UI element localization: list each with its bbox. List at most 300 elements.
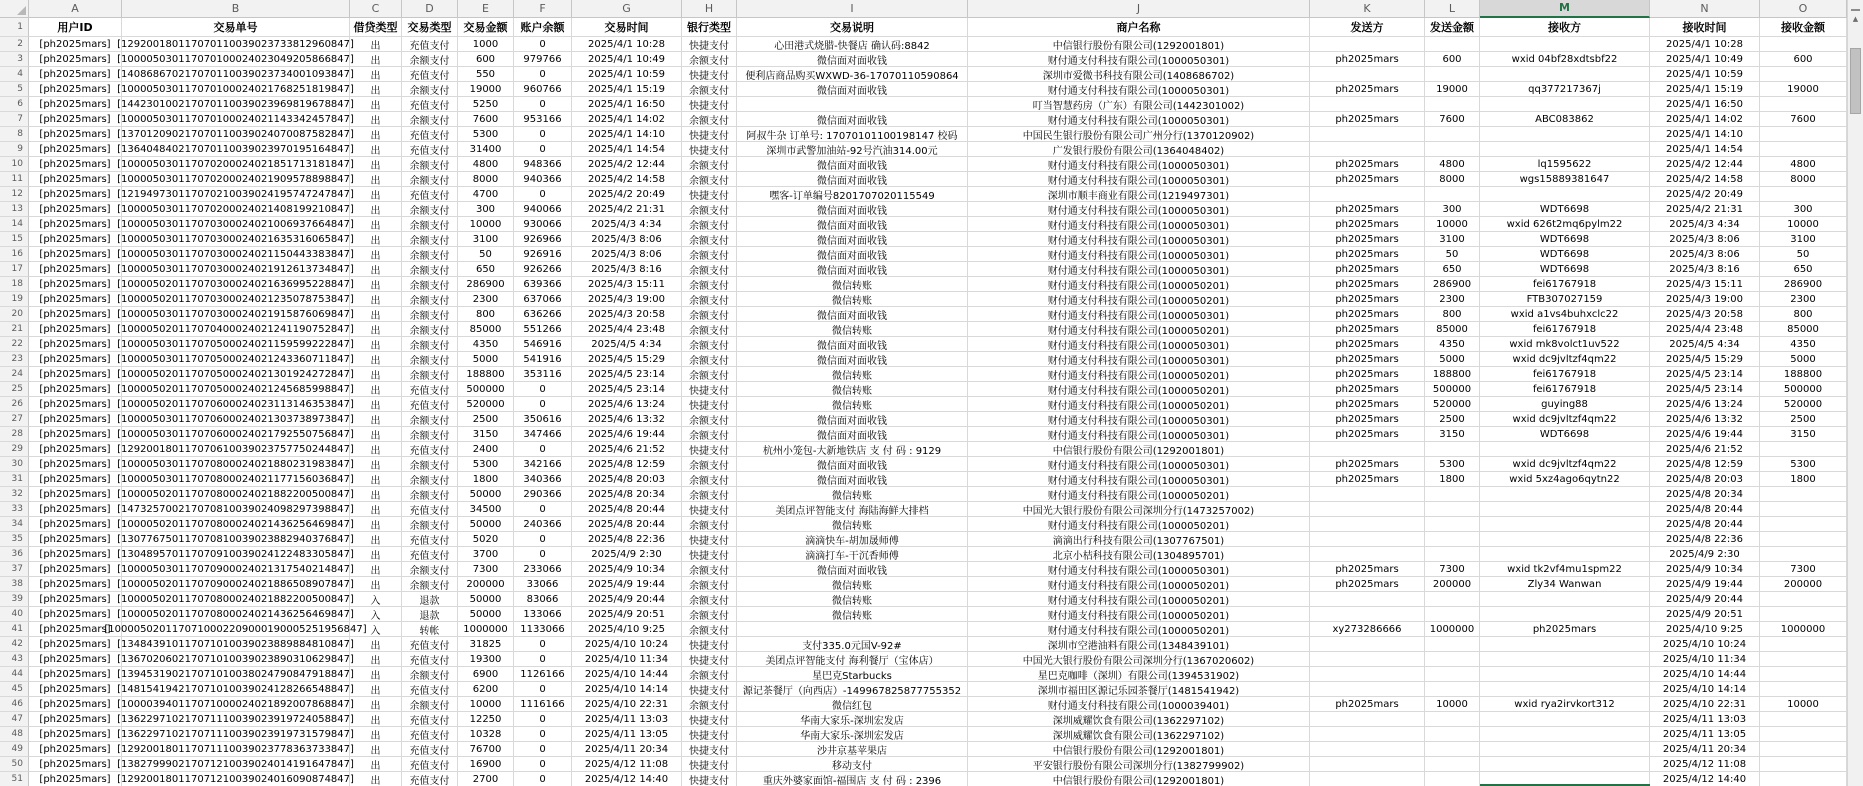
cell-E21[interactable]: 85000 xyxy=(458,322,514,337)
cell-C20[interactable]: 出 xyxy=(350,307,402,322)
column-letter-H[interactable]: H xyxy=(682,0,737,18)
row-number-27[interactable]: 27 xyxy=(0,412,29,427)
cell-C27[interactable]: 出 xyxy=(350,412,402,427)
cell-O35[interactable] xyxy=(1760,532,1847,547)
cell-H18[interactable]: 余额支付 xyxy=(682,277,737,292)
cell-L16[interactable]: 50 xyxy=(1425,247,1480,262)
cell-D8[interactable]: 充值支付 xyxy=(402,127,458,142)
cell-J23[interactable]: 财付通支付科技有限公司(1000050301) xyxy=(968,352,1310,367)
cell-B9[interactable]: [136404840217070110039023970195164847] xyxy=(122,142,350,157)
row-number-14[interactable]: 14 xyxy=(0,217,29,232)
cell-O26[interactable]: 520000 xyxy=(1760,397,1847,412)
cell-I20[interactable]: 微信面对面收钱 xyxy=(737,307,968,322)
cell-I2[interactable]: 心田港式烧腊-快餐店 确认码:8842 xyxy=(737,37,968,52)
cell-L3[interactable]: 600 xyxy=(1425,52,1480,67)
row-number-12[interactable]: 12 xyxy=(0,187,29,202)
cell-G32[interactable]: 2025/4/8 20:34 xyxy=(572,487,682,502)
cell-C28[interactable]: 出 xyxy=(350,427,402,442)
cell-O19[interactable]: 2300 xyxy=(1760,292,1847,307)
cell-D14[interactable]: 余额支付 xyxy=(402,217,458,232)
cell-K12[interactable] xyxy=(1310,187,1425,202)
cell-L44[interactable] xyxy=(1425,667,1480,682)
cell-C37[interactable]: 出 xyxy=(350,562,402,577)
cell-K51[interactable] xyxy=(1310,772,1425,786)
cell-A39[interactable]: [ph2025mars] xyxy=(29,592,122,607)
cell-M1[interactable]: 接收方 xyxy=(1480,18,1650,37)
cell-C15[interactable]: 出 xyxy=(350,232,402,247)
cell-I12[interactable]: 嘿客-订单编号8201707020115549 xyxy=(737,187,968,202)
cell-G48[interactable]: 2025/4/11 13:05 xyxy=(572,727,682,742)
cell-E24[interactable]: 188800 xyxy=(458,367,514,382)
cell-I51[interactable]: 重庆外婆家面馆-福围店 支 付 码 : 2396 xyxy=(737,772,968,786)
cell-I35[interactable]: 滴滴快车-胡加晟师傅 xyxy=(737,532,968,547)
cell-I10[interactable]: 微信面对面收钱 xyxy=(737,157,968,172)
cell-M46[interactable]: wxid rya2irvkort312 xyxy=(1480,697,1650,712)
cell-D11[interactable]: 余额支付 xyxy=(402,172,458,187)
cell-N14[interactable]: 2025/4/3 4:34 xyxy=(1650,217,1760,232)
cell-D25[interactable]: 充值支付 xyxy=(402,382,458,397)
cell-B37[interactable]: [100005030117070900024021317540214847] xyxy=(122,562,350,577)
cell-E50[interactable]: 16900 xyxy=(458,757,514,772)
cell-H48[interactable]: 快捷支付 xyxy=(682,727,737,742)
cell-H21[interactable]: 余额支付 xyxy=(682,322,737,337)
row-number-37[interactable]: 37 xyxy=(0,562,29,577)
cell-N7[interactable]: 2025/4/1 14:02 xyxy=(1650,112,1760,127)
cell-N28[interactable]: 2025/4/6 19:44 xyxy=(1650,427,1760,442)
cell-H41[interactable]: 余额支付 xyxy=(682,622,737,637)
row-number-20[interactable]: 20 xyxy=(0,307,29,322)
row-number-25[interactable]: 25 xyxy=(0,382,29,397)
cell-O51[interactable] xyxy=(1760,772,1847,786)
cell-G2[interactable]: 2025/4/1 10:28 xyxy=(572,37,682,52)
row-number-23[interactable]: 23 xyxy=(0,352,29,367)
cell-O22[interactable]: 4350 xyxy=(1760,337,1847,352)
row-number-2[interactable]: 2 xyxy=(0,37,29,52)
cell-A2[interactable]: [ph2025mars] xyxy=(29,37,122,52)
cell-E3[interactable]: 600 xyxy=(458,52,514,67)
cell-J15[interactable]: 财付通支付科技有限公司(1000050301) xyxy=(968,232,1310,247)
cell-L29[interactable] xyxy=(1425,442,1480,457)
cell-D4[interactable]: 充值支付 xyxy=(402,67,458,82)
cell-F17[interactable]: 926266 xyxy=(514,262,572,277)
cell-F18[interactable]: 639366 xyxy=(514,277,572,292)
cell-E40[interactable]: 50000 xyxy=(458,607,514,622)
cell-H29[interactable]: 快捷支付 xyxy=(682,442,737,457)
cell-N32[interactable]: 2025/4/8 20:34 xyxy=(1650,487,1760,502)
cell-O42[interactable] xyxy=(1760,637,1847,652)
cell-F2[interactable]: 0 xyxy=(514,37,572,52)
cell-E45[interactable]: 6200 xyxy=(458,682,514,697)
cell-N23[interactable]: 2025/4/5 15:29 xyxy=(1650,352,1760,367)
row-number-50[interactable]: 50 xyxy=(0,757,29,772)
cell-M24[interactable]: fei61767918 xyxy=(1480,367,1650,382)
cell-J33[interactable]: 中国光大银行股份有限公司深圳分行(1473257002) xyxy=(968,502,1310,517)
row-number-10[interactable]: 10 xyxy=(0,157,29,172)
cell-E14[interactable]: 10000 xyxy=(458,217,514,232)
cell-C26[interactable]: 出 xyxy=(350,397,402,412)
cell-H30[interactable]: 余额支付 xyxy=(682,457,737,472)
cell-G12[interactable]: 2025/4/2 20:49 xyxy=(572,187,682,202)
cell-O31[interactable]: 1800 xyxy=(1760,472,1847,487)
cell-G30[interactable]: 2025/4/8 12:59 xyxy=(572,457,682,472)
cell-C44[interactable]: 出 xyxy=(350,667,402,682)
cell-J51[interactable]: 中信银行股份有限公司(1292001801) xyxy=(968,772,1310,786)
cell-M3[interactable]: wxid 04bf28xdtsbf22 xyxy=(1480,52,1650,67)
cell-I11[interactable]: 微信面对面收钱 xyxy=(737,172,968,187)
cell-J3[interactable]: 财付通支付科技有限公司(1000050301) xyxy=(968,52,1310,67)
cell-B31[interactable]: [100005030117070800024021177156036847] xyxy=(122,472,350,487)
cell-K21[interactable]: ph2025mars xyxy=(1310,322,1425,337)
cell-A12[interactable]: [ph2025mars] xyxy=(29,187,122,202)
row-number-44[interactable]: 44 xyxy=(0,667,29,682)
cell-N36[interactable]: 2025/4/9 2:30 xyxy=(1650,547,1760,562)
column-letter-I[interactable]: I xyxy=(737,0,968,18)
column-letter-O[interactable]: O xyxy=(1760,0,1847,18)
cell-I6[interactable] xyxy=(737,97,968,112)
cell-G40[interactable]: 2025/4/9 20:51 xyxy=(572,607,682,622)
cell-F48[interactable]: 0 xyxy=(514,727,572,742)
cell-O15[interactable]: 3100 xyxy=(1760,232,1847,247)
cell-D44[interactable]: 余额支付 xyxy=(402,667,458,682)
cell-G24[interactable]: 2025/4/5 23:14 xyxy=(572,367,682,382)
cell-N26[interactable]: 2025/4/6 13:24 xyxy=(1650,397,1760,412)
cell-B4[interactable]: [140868670217070110039023734001093847] xyxy=(122,67,350,82)
cell-M4[interactable] xyxy=(1480,67,1650,82)
cell-K40[interactable] xyxy=(1310,607,1425,622)
cell-F28[interactable]: 347466 xyxy=(514,427,572,442)
cell-G41[interactable]: 2025/4/10 9:25 xyxy=(572,622,682,637)
cell-I29[interactable]: 杭州小笼包-大新地铁店 支 付 码 : 9129 xyxy=(737,442,968,457)
cell-D42[interactable]: 充值支付 xyxy=(402,637,458,652)
row-number-1[interactable]: 1 xyxy=(0,18,29,37)
cell-F9[interactable]: 0 xyxy=(514,142,572,157)
cell-G13[interactable]: 2025/4/2 21:31 xyxy=(572,202,682,217)
cell-H38[interactable]: 余额支付 xyxy=(682,577,737,592)
cell-J26[interactable]: 财付通支付科技有限公司(1000050201) xyxy=(968,397,1310,412)
cell-F4[interactable]: 0 xyxy=(514,67,572,82)
cell-M20[interactable]: wxid a1vs4buhxclc22 xyxy=(1480,307,1650,322)
cell-B38[interactable]: [100005020117070900024021886508907847] xyxy=(122,577,350,592)
cell-O33[interactable] xyxy=(1760,502,1847,517)
cell-F41[interactable]: 1133066 xyxy=(514,622,572,637)
cell-A10[interactable]: [ph2025mars] xyxy=(29,157,122,172)
cell-G39[interactable]: 2025/4/9 20:44 xyxy=(572,592,682,607)
cell-M42[interactable] xyxy=(1480,637,1650,652)
cell-C34[interactable]: 出 xyxy=(350,517,402,532)
cell-D36[interactable]: 充值支付 xyxy=(402,547,458,562)
row-number-47[interactable]: 47 xyxy=(0,712,29,727)
cell-J28[interactable]: 财付通支付科技有限公司(1000050301) xyxy=(968,427,1310,442)
cell-A27[interactable]: [ph2025mars] xyxy=(29,412,122,427)
cell-C49[interactable]: 出 xyxy=(350,742,402,757)
cell-G47[interactable]: 2025/4/11 13:03 xyxy=(572,712,682,727)
cell-I3[interactable]: 微信面对面收钱 xyxy=(737,52,968,67)
cell-B30[interactable]: [100005030117070800024021880231983847] xyxy=(122,457,350,472)
cell-D31[interactable]: 余额支付 xyxy=(402,472,458,487)
cell-E28[interactable]: 3150 xyxy=(458,427,514,442)
cell-K20[interactable]: ph2025mars xyxy=(1310,307,1425,322)
cell-B26[interactable]: [100005020117070600024023113146353847] xyxy=(122,397,350,412)
row-number-22[interactable]: 22 xyxy=(0,337,29,352)
cell-O27[interactable]: 2500 xyxy=(1760,412,1847,427)
cell-E38[interactable]: 200000 xyxy=(458,577,514,592)
cell-J37[interactable]: 财付通支付科技有限公司(1000050301) xyxy=(968,562,1310,577)
cell-K41[interactable]: xy273286666 xyxy=(1310,622,1425,637)
cell-F26[interactable]: 0 xyxy=(514,397,572,412)
cell-A14[interactable]: [ph2025mars] xyxy=(29,217,122,232)
row-number-45[interactable]: 45 xyxy=(0,682,29,697)
cell-D28[interactable]: 余额支付 xyxy=(402,427,458,442)
cell-I19[interactable]: 微信转账 xyxy=(737,292,968,307)
cell-A41[interactable]: [ph2025mars] xyxy=(29,622,122,637)
cell-C38[interactable]: 出 xyxy=(350,577,402,592)
cell-E39[interactable]: 50000 xyxy=(458,592,514,607)
cell-A31[interactable]: [ph2025mars] xyxy=(29,472,122,487)
cell-J21[interactable]: 财付通支付科技有限公司(1000050201) xyxy=(968,322,1310,337)
cell-F21[interactable]: 551266 xyxy=(514,322,572,337)
cell-K10[interactable]: ph2025mars xyxy=(1310,157,1425,172)
cell-O2[interactable] xyxy=(1760,37,1847,52)
scrollbar-thumb[interactable] xyxy=(1850,48,1861,114)
cell-E1[interactable]: 交易金额 xyxy=(458,18,514,37)
column-letter-E[interactable]: E xyxy=(458,0,514,18)
cell-K26[interactable]: ph2025mars xyxy=(1310,397,1425,412)
cell-M43[interactable] xyxy=(1480,652,1650,667)
cell-B21[interactable]: [100005020117070400024021241190752847] xyxy=(122,322,350,337)
cell-J47[interactable]: 深圳威耀饮食有限公司(1362297102) xyxy=(968,712,1310,727)
row-number-16[interactable]: 16 xyxy=(0,247,29,262)
cell-L39[interactable] xyxy=(1425,592,1480,607)
cell-J46[interactable]: 财付通支付科技有限公司(1000039401) xyxy=(968,697,1310,712)
cell-M35[interactable] xyxy=(1480,532,1650,547)
cell-J41[interactable]: 财付通支付科技有限公司(1000050201) xyxy=(968,622,1310,637)
row-number-24[interactable]: 24 xyxy=(0,367,29,382)
cell-L45[interactable] xyxy=(1425,682,1480,697)
cell-H8[interactable]: 快捷支付 xyxy=(682,127,737,142)
cell-A19[interactable]: [ph2025mars] xyxy=(29,292,122,307)
cell-J14[interactable]: 财付通支付科技有限公司(1000050301) xyxy=(968,217,1310,232)
cell-D30[interactable]: 余额支付 xyxy=(402,457,458,472)
cell-B44[interactable]: [139453190217071010038024790847918847] xyxy=(122,667,350,682)
cell-B24[interactable]: [100005020117070500024021301924272847] xyxy=(122,367,350,382)
cell-G46[interactable]: 2025/4/10 22:31 xyxy=(572,697,682,712)
cell-O6[interactable] xyxy=(1760,97,1847,112)
cell-E43[interactable]: 19300 xyxy=(458,652,514,667)
cell-L10[interactable]: 4800 xyxy=(1425,157,1480,172)
cell-G37[interactable]: 2025/4/9 10:34 xyxy=(572,562,682,577)
cell-F25[interactable]: 0 xyxy=(514,382,572,397)
cell-J18[interactable]: 财付通支付科技有限公司(1000050201) xyxy=(968,277,1310,292)
cell-A21[interactable]: [ph2025mars] xyxy=(29,322,122,337)
cell-M30[interactable]: wxid dc9jvltzf4qm22 xyxy=(1480,457,1650,472)
cell-H34[interactable]: 余额支付 xyxy=(682,517,737,532)
cell-J19[interactable]: 财付通支付科技有限公司(1000050201) xyxy=(968,292,1310,307)
cell-B43[interactable]: [136702060217071010039023890310629847] xyxy=(122,652,350,667)
cell-N2[interactable]: 2025/4/1 10:28 xyxy=(1650,37,1760,52)
cell-I13[interactable]: 微信面对面收钱 xyxy=(737,202,968,217)
cell-F35[interactable]: 0 xyxy=(514,532,572,547)
cell-D47[interactable]: 充值支付 xyxy=(402,712,458,727)
cell-M45[interactable] xyxy=(1480,682,1650,697)
cell-G5[interactable]: 2025/4/1 15:19 xyxy=(572,82,682,97)
row-number-48[interactable]: 48 xyxy=(0,727,29,742)
column-letter-C[interactable]: C xyxy=(350,0,402,18)
cell-F51[interactable]: 0 xyxy=(514,772,572,786)
cell-A8[interactable]: [ph2025mars] xyxy=(29,127,122,142)
cell-A6[interactable]: [ph2025mars] xyxy=(29,97,122,112)
row-number-5[interactable]: 5 xyxy=(0,82,29,97)
cell-N15[interactable]: 2025/4/3 8:06 xyxy=(1650,232,1760,247)
cell-O37[interactable]: 7300 xyxy=(1760,562,1847,577)
cell-G7[interactable]: 2025/4/1 14:02 xyxy=(572,112,682,127)
cell-A18[interactable]: [ph2025mars] xyxy=(29,277,122,292)
cell-C41[interactable]: 入 xyxy=(350,622,402,637)
row-number-41[interactable]: 41 xyxy=(0,622,29,637)
cell-O16[interactable]: 50 xyxy=(1760,247,1847,262)
cell-N31[interactable]: 2025/4/8 20:03 xyxy=(1650,472,1760,487)
row-number-32[interactable]: 32 xyxy=(0,487,29,502)
cell-O10[interactable]: 4800 xyxy=(1760,157,1847,172)
cell-F29[interactable]: 0 xyxy=(514,442,572,457)
cell-C12[interactable]: 出 xyxy=(350,187,402,202)
cell-O32[interactable] xyxy=(1760,487,1847,502)
cell-B3[interactable]: [100005030117070100024023049205866847] xyxy=(122,52,350,67)
cell-D26[interactable]: 充值支付 xyxy=(402,397,458,412)
cell-N51[interactable]: 2025/4/12 14:40 xyxy=(1650,772,1760,786)
cell-M48[interactable] xyxy=(1480,727,1650,742)
cell-N6[interactable]: 2025/4/1 16:50 xyxy=(1650,97,1760,112)
column-letter-F[interactable]: F xyxy=(514,0,572,18)
cell-C1[interactable]: 借贷类型 xyxy=(350,18,402,37)
cell-L20[interactable]: 800 xyxy=(1425,307,1480,322)
cell-H35[interactable]: 快捷支付 xyxy=(682,532,737,547)
cell-E33[interactable]: 34500 xyxy=(458,502,514,517)
cell-N8[interactable]: 2025/4/1 14:10 xyxy=(1650,127,1760,142)
cell-N46[interactable]: 2025/4/10 22:31 xyxy=(1650,697,1760,712)
cell-O17[interactable]: 650 xyxy=(1760,262,1847,277)
cell-K4[interactable] xyxy=(1310,67,1425,82)
cell-G38[interactable]: 2025/4/9 19:44 xyxy=(572,577,682,592)
cell-L25[interactable]: 500000 xyxy=(1425,382,1480,397)
cell-E42[interactable]: 31825 xyxy=(458,637,514,652)
cell-K19[interactable]: ph2025mars xyxy=(1310,292,1425,307)
cell-E47[interactable]: 12250 xyxy=(458,712,514,727)
cell-A49[interactable]: [ph2025mars] xyxy=(29,742,122,757)
cell-O18[interactable]: 286900 xyxy=(1760,277,1847,292)
cell-N37[interactable]: 2025/4/9 10:34 xyxy=(1650,562,1760,577)
row-number-35[interactable]: 35 xyxy=(0,532,29,547)
cell-K2[interactable] xyxy=(1310,37,1425,52)
cell-G35[interactable]: 2025/4/8 22:36 xyxy=(572,532,682,547)
cell-O14[interactable]: 10000 xyxy=(1760,217,1847,232)
cell-G22[interactable]: 2025/4/5 4:34 xyxy=(572,337,682,352)
cell-M18[interactable]: fei61767918 xyxy=(1480,277,1650,292)
cell-I43[interactable]: 美团点评智能支付 海利餐厅（宝体店） xyxy=(737,652,968,667)
cell-M19[interactable]: FTB307027159 xyxy=(1480,292,1650,307)
cell-A51[interactable]: [ph2025mars] xyxy=(29,772,122,786)
row-number-15[interactable]: 15 xyxy=(0,232,29,247)
cell-J35[interactable]: 滴滴出行科技有限公司(1307767501) xyxy=(968,532,1310,547)
cell-B12[interactable]: [121949730117070210039024195747247847] xyxy=(122,187,350,202)
cell-B45[interactable]: [148154194217071010039024128266548847] xyxy=(122,682,350,697)
cell-K44[interactable] xyxy=(1310,667,1425,682)
cell-G51[interactable]: 2025/4/12 14:40 xyxy=(572,772,682,786)
cell-A25[interactable]: [ph2025mars] xyxy=(29,382,122,397)
cell-I30[interactable]: 微信面对面收钱 xyxy=(737,457,968,472)
cell-H4[interactable]: 快捷支付 xyxy=(682,67,737,82)
cell-K28[interactable]: ph2025mars xyxy=(1310,427,1425,442)
cell-O48[interactable] xyxy=(1760,727,1847,742)
cell-H22[interactable]: 余额支付 xyxy=(682,337,737,352)
cell-E48[interactable]: 10328 xyxy=(458,727,514,742)
cell-J4[interactable]: 深圳市爱微书科技有限公司(1408686702) xyxy=(968,67,1310,82)
cell-N10[interactable]: 2025/4/2 12:44 xyxy=(1650,157,1760,172)
cell-K47[interactable] xyxy=(1310,712,1425,727)
cell-J27[interactable]: 财付通支付科技有限公司(1000050301) xyxy=(968,412,1310,427)
select-all-icon[interactable] xyxy=(0,0,29,18)
cell-H32[interactable]: 余额支付 xyxy=(682,487,737,502)
cell-C47[interactable]: 出 xyxy=(350,712,402,727)
cell-H45[interactable]: 快捷支付 xyxy=(682,682,737,697)
cell-D12[interactable]: 充值支付 xyxy=(402,187,458,202)
cell-G23[interactable]: 2025/4/5 15:29 xyxy=(572,352,682,367)
cell-N20[interactable]: 2025/4/3 20:58 xyxy=(1650,307,1760,322)
cell-O43[interactable] xyxy=(1760,652,1847,667)
cell-O21[interactable]: 85000 xyxy=(1760,322,1847,337)
cell-K7[interactable]: ph2025mars xyxy=(1310,112,1425,127)
cell-A45[interactable]: [ph2025mars] xyxy=(29,682,122,697)
cell-K35[interactable] xyxy=(1310,532,1425,547)
cell-A40[interactable]: [ph2025mars] xyxy=(29,607,122,622)
cell-L49[interactable] xyxy=(1425,742,1480,757)
cell-F8[interactable]: 0 xyxy=(514,127,572,142)
cell-E30[interactable]: 5300 xyxy=(458,457,514,472)
cell-E32[interactable]: 50000 xyxy=(458,487,514,502)
cell-I9[interactable]: 深圳市武警加油站-92号汽油314.00元 xyxy=(737,142,968,157)
cell-C17[interactable]: 出 xyxy=(350,262,402,277)
cell-I34[interactable]: 微信转账 xyxy=(737,517,968,532)
cell-M12[interactable] xyxy=(1480,187,1650,202)
cell-L46[interactable]: 10000 xyxy=(1425,697,1480,712)
cell-M27[interactable]: wxid dc9jvltzf4qm22 xyxy=(1480,412,1650,427)
row-number-43[interactable]: 43 xyxy=(0,652,29,667)
cell-I47[interactable]: 华南大家乐-深圳宏发店 xyxy=(737,712,968,727)
row-number-13[interactable]: 13 xyxy=(0,202,29,217)
cell-D33[interactable]: 充值支付 xyxy=(402,502,458,517)
cell-B36[interactable]: [130489570117070910039024122483305847] xyxy=(122,547,350,562)
cell-H31[interactable]: 余额支付 xyxy=(682,472,737,487)
row-number-11[interactable]: 11 xyxy=(0,172,29,187)
row-number-39[interactable]: 39 xyxy=(0,592,29,607)
cell-B15[interactable]: [100005030117070300024021635316065847] xyxy=(122,232,350,247)
cell-G28[interactable]: 2025/4/6 19:44 xyxy=(572,427,682,442)
cell-O23[interactable]: 5000 xyxy=(1760,352,1847,367)
cell-J10[interactable]: 财付通支付科技有限公司(1000050301) xyxy=(968,157,1310,172)
cell-M14[interactable]: wxid 626t2mq6pylm22 xyxy=(1480,217,1650,232)
cell-F14[interactable]: 930066 xyxy=(514,217,572,232)
cell-G17[interactable]: 2025/4/3 8:16 xyxy=(572,262,682,277)
cell-C25[interactable]: 出 xyxy=(350,382,402,397)
cell-F1[interactable]: 账户余额 xyxy=(514,18,572,37)
cell-F11[interactable]: 940366 xyxy=(514,172,572,187)
cell-I37[interactable]: 微信面对面收钱 xyxy=(737,562,968,577)
cell-C21[interactable]: 出 xyxy=(350,322,402,337)
cell-C7[interactable]: 出 xyxy=(350,112,402,127)
cell-H43[interactable]: 快捷支付 xyxy=(682,652,737,667)
row-number-34[interactable]: 34 xyxy=(0,517,29,532)
cell-M34[interactable] xyxy=(1480,517,1650,532)
cell-J12[interactable]: 深圳市顺丰商业有限公司(1219497301) xyxy=(968,187,1310,202)
